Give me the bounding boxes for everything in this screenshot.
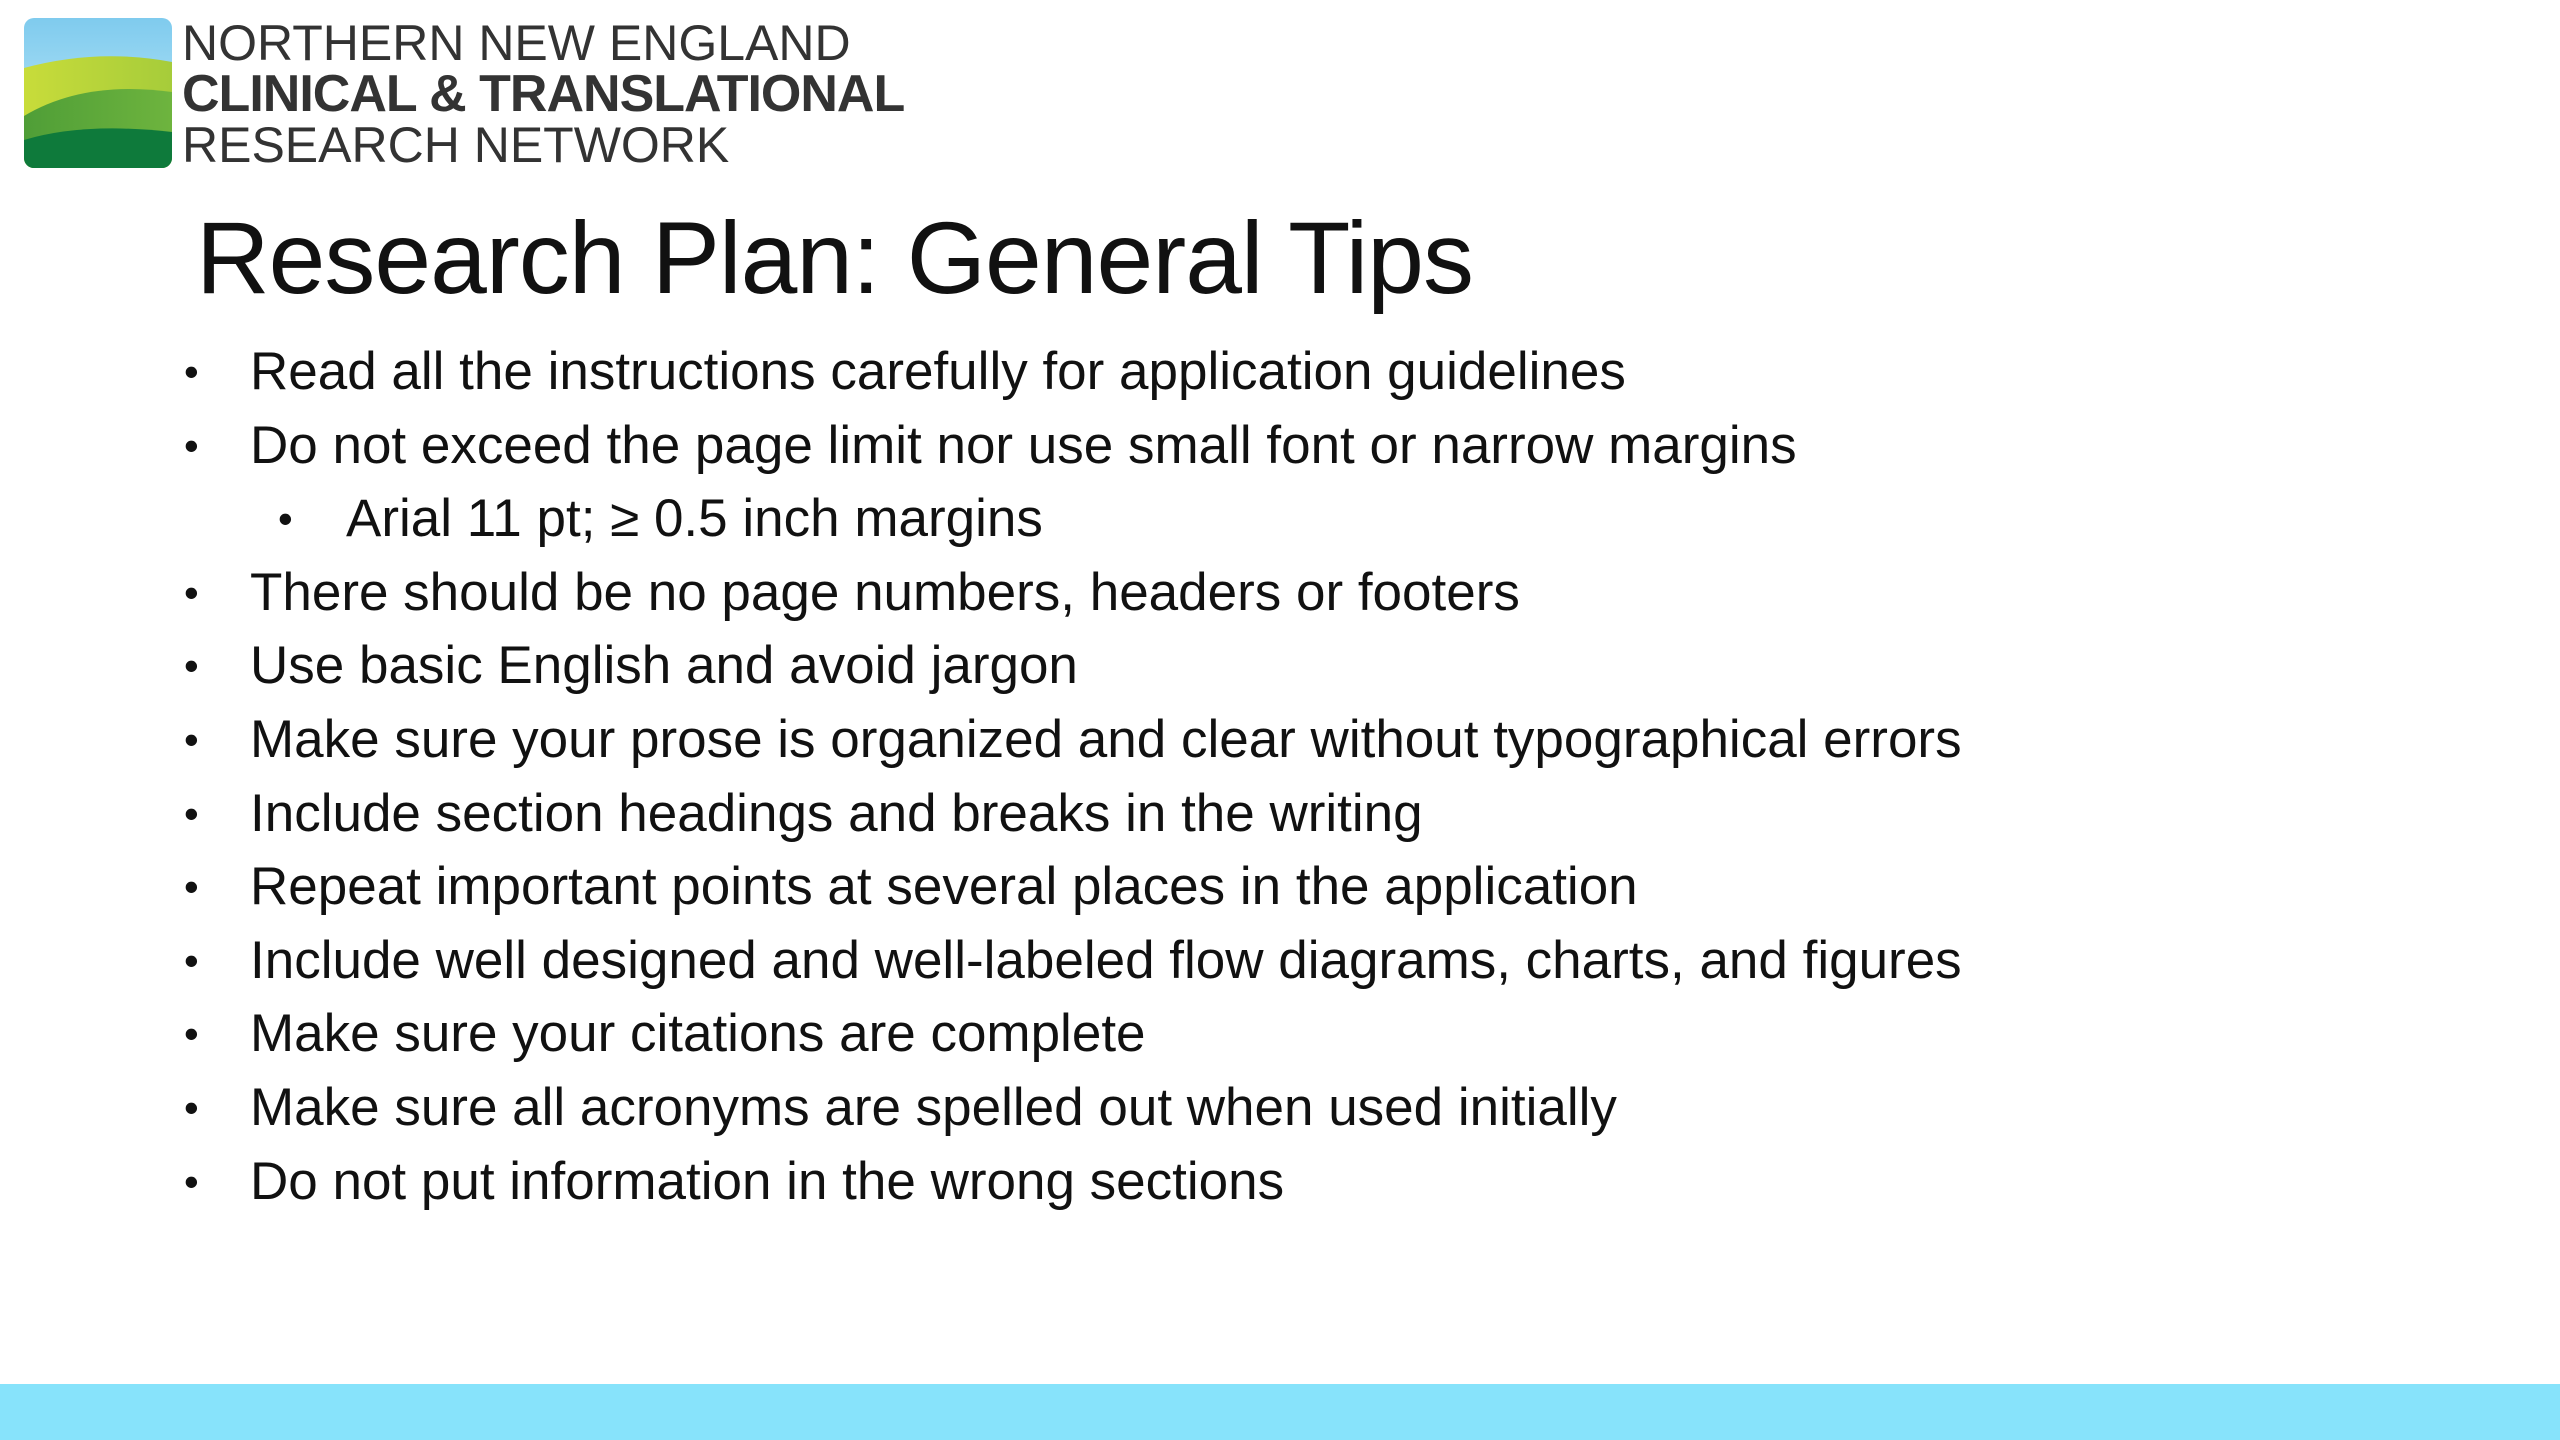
bullet-dot: • [184, 863, 199, 911]
bullet-item [170, 1145, 1962, 1219]
bullet-text: Arial 11 pt; ≥ 0.5 inch margins [346, 489, 1043, 549]
logo-line-3: RESEARCH NETWORK [182, 117, 730, 173]
bullet-dot: • [184, 789, 199, 837]
bullet-dot: • [184, 642, 199, 690]
bullet-dot: • [184, 1010, 199, 1058]
bullet-item [170, 703, 1962, 777]
bullet-text: Make sure all acronyms are spelled out when used initially [250, 1077, 1617, 1137]
bullet-text: Include well designed and well-labeled flow diagrams, charts, and figures [250, 930, 1962, 990]
logo-wordmark [182, 15, 905, 173]
bullet-text: Repeat important points at several places in the application [250, 857, 1638, 917]
bullet-item [170, 997, 1962, 1071]
bullet-text: Do not exceed the page limit nor use small font or narrow margins [250, 415, 1797, 475]
footer-bar [0, 1384, 2560, 1440]
bullet-dot: • [184, 348, 199, 395]
organization-logo [24, 15, 905, 173]
bullet-item [170, 335, 1962, 409]
bullet-item [170, 1071, 1962, 1145]
logo-line-2: CLINICAL & TRANSLATIONAL [182, 65, 905, 123]
bullet-text: Include section headings and breaks in the writing [250, 783, 1423, 843]
bullet-item [170, 629, 1962, 703]
bullet-dot: • [184, 715, 199, 763]
bullet-text: Do not put information in the wrong sections [250, 1151, 1285, 1211]
bullet-text: There should be no page numbers, headers or footers [250, 562, 1520, 622]
bullet-item [170, 409, 1962, 483]
sub-bullet-item [170, 482, 1962, 556]
bullet-dot: • [184, 1083, 199, 1131]
bullet-text: Use basic English and avoid jargon [250, 636, 1078, 696]
bullet-item [170, 850, 1962, 924]
logo-line-1: NORTHERN NEW ENGLAND [182, 15, 851, 71]
bullet-list [170, 335, 1962, 1218]
bullet-dot: • [184, 936, 199, 984]
bullet-dot: • [184, 1157, 199, 1205]
bullet-text: Read all the instructions carefully for application guidelines [250, 342, 1626, 401]
bullet-dot: • [184, 421, 199, 469]
bullet-text: Make sure your citations are complete [250, 1004, 1146, 1064]
bullet-text: Make sure your prose is organized and clear without typographical errors [250, 709, 1962, 769]
bullet-item [170, 924, 1962, 998]
bullet-item [170, 777, 1962, 851]
logo-landscape-icon [24, 18, 172, 168]
bullet-dot: • [184, 568, 199, 616]
slide-title: Research Plan: General Tips [196, 201, 1473, 315]
bullet-item [170, 556, 1962, 630]
bullet-dot: • [278, 495, 293, 543]
